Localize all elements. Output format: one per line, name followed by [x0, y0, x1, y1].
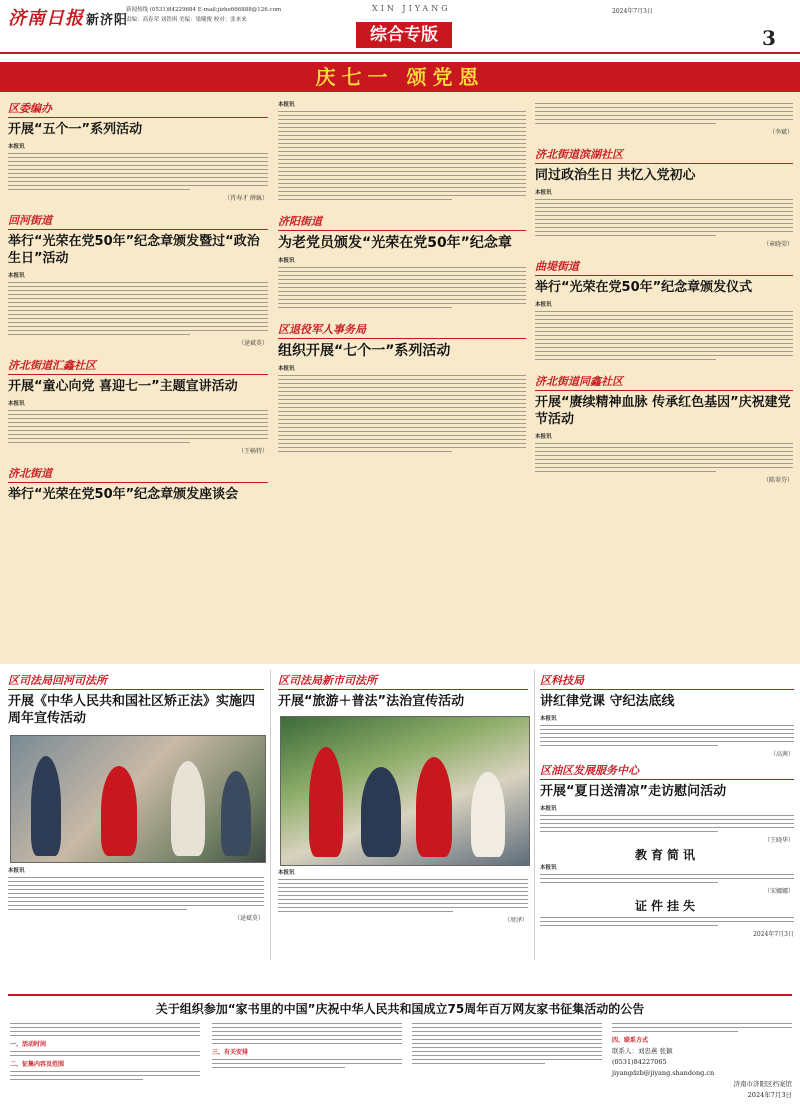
article-9: [535, 373, 793, 484]
section-label: 济北街道汇鑫社区: [8, 357, 268, 375]
notice-date: 2024年7月3日: [747, 1091, 792, 1099]
brief-3: [540, 846, 794, 895]
lead: 本报讯: [535, 190, 552, 196]
lead: 本报讯: [278, 102, 295, 108]
event-photo-2: [280, 716, 530, 866]
headline: 举行“光荣在党50年”纪念章颁发座谈会: [8, 487, 239, 502]
contact-email[interactable]: jiyangdzb@jiyang.shandong.cn: [612, 1069, 715, 1077]
section-label: 区油区发展服务中心: [540, 762, 794, 780]
contact-names: 刘忠燕 张颖: [638, 1047, 673, 1055]
notice-col-4: [612, 1020, 792, 1101]
column-3: [535, 100, 793, 484]
article-continued: [535, 103, 793, 136]
headline: 开展“五个一”系列活动: [8, 122, 143, 137]
lead: 本报讯: [278, 366, 295, 372]
section-label: 区司法局回河司法所: [8, 672, 264, 690]
lead: 本报讯: [8, 401, 25, 407]
byline: （宋娜娜）: [763, 888, 794, 895]
notice-item: 四、联系方式: [612, 1037, 649, 1044]
byline: （陈翠芬）: [762, 477, 793, 484]
page-number: 3: [762, 26, 776, 50]
headline: 举行“光荣在党50年”纪念章颁发仪式: [535, 280, 753, 295]
notice-issuer: 济南市济阳区档案馆: [733, 1080, 792, 1088]
article-6: [278, 321, 526, 452]
notice-title-wrap: [8, 1000, 792, 1017]
headline: 教育简讯: [634, 848, 699, 862]
section-label: 济北街道滨湖社区: [535, 146, 793, 164]
article-5: [278, 213, 526, 308]
sub-logo: 新济阳: [86, 13, 129, 28]
lead: 本报讯: [8, 144, 25, 150]
article-3: [8, 357, 268, 455]
article-2: [8, 212, 268, 347]
section-label: 区委编办: [8, 100, 268, 118]
staff-credits: 责编：高春荣 刘铁琪 美编：梁曦俊 校对：张来来: [126, 17, 247, 23]
section-label: 回河街道: [8, 212, 268, 230]
byline: 2024年7月3日: [753, 931, 794, 938]
brief-4: [540, 897, 794, 938]
brief-2: [540, 762, 794, 844]
photo-story-2: [278, 672, 528, 714]
masthead-info: [126, 5, 376, 25]
section-label: 济北街道: [8, 465, 268, 483]
headline: 同过政治生日 共忆入党初心: [535, 168, 696, 183]
column-1: [8, 100, 268, 507]
headline: 开展《中华人民共和国社区矫正法》实施四周年宣传活动: [8, 694, 256, 726]
notice-item: 一、活动时间: [10, 1041, 47, 1048]
byline: （王晓华）: [763, 837, 794, 844]
section-label: 曲堤街道: [535, 258, 793, 276]
section-label: 区退役军人事务局: [278, 321, 526, 339]
column-2: [278, 100, 526, 455]
contact-label: 联系人：: [612, 1047, 638, 1055]
byline: （肖寿才 薛絲）: [224, 195, 268, 202]
section-label: 济阳街道: [278, 213, 526, 231]
lead: 本报讯: [540, 865, 557, 871]
issue-date: 2024年7月3日: [612, 8, 653, 15]
photo-story-1-body: [8, 866, 264, 922]
section-label: 区司法局新市司法所: [278, 672, 528, 690]
notice-item: 二、征集内容及范围: [10, 1061, 65, 1068]
byline: （逯斌莫）: [237, 340, 268, 347]
event-photo-1: [10, 735, 266, 863]
headline: 开展“夏日送清凉”走访慰问活动: [540, 784, 727, 799]
notice-col-1: [10, 1020, 200, 1083]
byline: （周泽）: [503, 917, 528, 924]
lead: 本报讯: [8, 868, 25, 874]
article-continued: [278, 100, 526, 200]
byline: （李斌）: [768, 129, 793, 136]
headline: 开展“旅游＋普法”法治宣传活动: [278, 694, 465, 709]
section-label: 济北街道同鑫社区: [535, 373, 793, 391]
notice-col-2: [212, 1020, 402, 1071]
masthead-rule: [0, 52, 800, 54]
byline: （逯斌莫）: [233, 915, 264, 922]
contact-line: [612, 1046, 792, 1057]
article-7: [535, 146, 793, 248]
lead: 本报讯: [540, 716, 557, 722]
headline: 为老党员颁发“光荣在党50年”纪念章: [278, 235, 512, 251]
headline: 证件挂失: [634, 899, 699, 913]
hotline: 新闻热线 (0531)84229684 E-mail:jizhe666888@126.com: [126, 7, 282, 13]
column-divider: [534, 670, 535, 960]
lead: 本报讯: [535, 434, 552, 440]
briefs-column: [540, 672, 794, 938]
brief-1: [540, 672, 794, 758]
lead: 本报讯: [278, 870, 295, 876]
byline: （高茜）: [769, 751, 794, 758]
headline: 开展“童心向党 喜迎七一”主题宣讲活动: [8, 379, 238, 394]
column-divider: [270, 670, 271, 960]
byline: （王畅特）: [237, 448, 268, 455]
notice-col-3: [412, 1020, 602, 1067]
section-tab: 综合专版: [356, 22, 452, 48]
headline: 组织开展“七个一”系列活动: [278, 343, 451, 359]
lead: 本报讯: [8, 273, 25, 279]
banner-title: 庆七一 颂党恩: [315, 65, 485, 89]
lead: 本报讯: [540, 806, 557, 812]
photo-story-1: [8, 672, 264, 731]
lead: 本报讯: [535, 302, 552, 308]
notice-item: 三、有关安排: [212, 1049, 249, 1056]
photo-story-2-body: [278, 868, 528, 924]
byline: （章晓荣）: [762, 241, 793, 248]
headline: 举行“光荣在党50年”纪念章颁发暨过“政治生日”活动: [8, 234, 260, 266]
headline: 讲红律党课 守纪法底线: [540, 694, 675, 709]
masthead-pinyin: XIN JIYANG: [372, 4, 451, 13]
headline: 开展“赓续精神血脉 传承红色基因”庆祝建党节活动: [535, 395, 791, 427]
lead: 本报讯: [278, 258, 295, 264]
article-4: [8, 465, 268, 503]
section-label: 区科技局: [540, 672, 794, 690]
notice-title: 关于组织参加“家书里的中国”庆祝中华人民共和国成立75周年百万网友家书征集活动的公告: [155, 1002, 645, 1016]
contact-phone: (0531)84227065: [612, 1058, 667, 1066]
newspaper-logo: 济南日报 新济阳: [8, 8, 129, 29]
article-1: [8, 100, 268, 202]
article-8: [535, 258, 793, 360]
